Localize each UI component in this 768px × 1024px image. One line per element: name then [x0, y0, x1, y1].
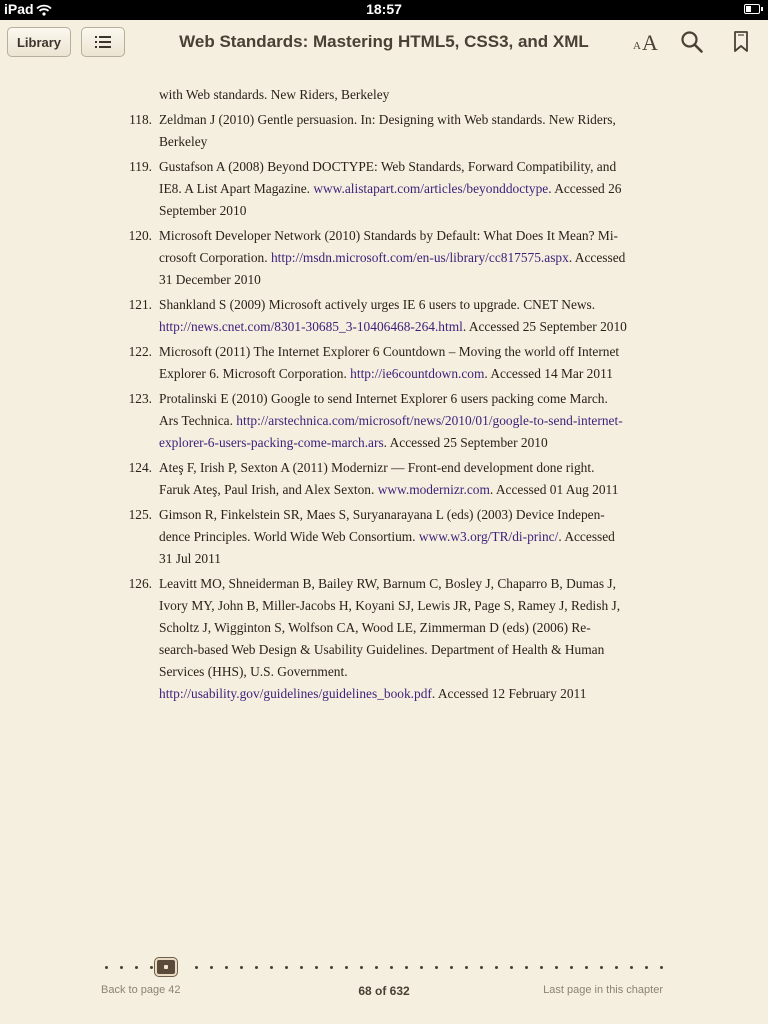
- reference-line: [159, 200, 246, 222]
- reference-line: [159, 225, 618, 247]
- scrubber-dot[interactable]: [330, 966, 333, 969]
- reference-line: [159, 617, 591, 639]
- font-size-button[interactable]: [630, 30, 662, 54]
- status-bar: [0, 0, 768, 20]
- scrubber-dot[interactable]: [435, 966, 438, 969]
- reference-url-link[interactable]: http://ie6countdown.com: [350, 366, 485, 381]
- bookmark-button[interactable]: [733, 31, 749, 53]
- scrubber-dot[interactable]: [390, 966, 393, 969]
- font-large-glyph: A: [642, 30, 658, 55]
- reference-number: 118.: [129, 112, 152, 127]
- page-scrubber[interactable]: [0, 958, 768, 978]
- scrubber-dot[interactable]: [555, 966, 558, 969]
- reference-line: [159, 432, 548, 454]
- reference-line: [159, 269, 261, 291]
- reference-text: . Accessed: [558, 529, 615, 544]
- reference-line: [159, 294, 595, 316]
- reference-number: 126.: [128, 576, 152, 591]
- reference-text: Zeldman J (2010) Gentle persuasion. In: Designing with Web standards. New Riders,: [159, 112, 616, 127]
- scrubber-dot[interactable]: [570, 966, 573, 969]
- table-of-contents-button[interactable]: [81, 27, 125, 57]
- reference-text: . Accessed: [568, 250, 626, 265]
- reference-url-link[interactable]: http://msdn.microsoft.com/en-us/library/cc817575.aspx: [270, 250, 569, 265]
- reference-text: Leavitt MO, Shneiderman B, Bailey RW, Barnum C, Bosley J, Chaparro B, Dumas J,: [159, 576, 616, 591]
- reference-text: Services (HHS), U.S. Government.: [159, 664, 348, 679]
- reference-text: . Accessed 25 September 2010: [383, 435, 548, 450]
- reference-line: [159, 479, 618, 501]
- reference-text: Protalinski E (2010) Google to send Internet Explorer 6 users packing come March.: [159, 391, 608, 406]
- reference-url-link[interactable]: explorer-6-users-packing-come-march.ars: [159, 435, 384, 450]
- scrubber-dot[interactable]: [150, 966, 153, 969]
- scrubber-dot[interactable]: [480, 966, 483, 969]
- chapter-pages-remaining: Last page in this chapter: [543, 984, 663, 996]
- reference-text: Berkeley: [159, 134, 208, 149]
- reference-line: [159, 247, 625, 269]
- reader-toolbar: [0, 20, 768, 64]
- book-title: Web Standards: Mastering HTML5, CSS3, and XML: [179, 32, 589, 51]
- scrubber-dot[interactable]: [225, 966, 228, 969]
- scrubber-dot[interactable]: [465, 966, 468, 969]
- scrubber-dot[interactable]: [195, 966, 198, 969]
- scrubber-thumb[interactable]: [155, 958, 177, 976]
- reference-line: [159, 639, 604, 661]
- reference-text: 31 Jul 2011: [159, 551, 221, 566]
- reference-url-link[interactable]: http://arstechnica.com/microsoft/news/2010/01/google-to-send-internet-: [236, 413, 623, 428]
- reference-number: 119.: [129, 159, 152, 174]
- reference-url-link[interactable]: www.w3.org/TR/di-princ/: [418, 529, 559, 544]
- reference-line: [159, 595, 620, 617]
- reference-number: 122.: [128, 344, 152, 359]
- reference-line: [159, 388, 608, 410]
- scrubber-dot[interactable]: [285, 966, 288, 969]
- reference-line: [159, 410, 623, 432]
- reference-url-link[interactable]: http://news.cnet.com/8301-30685_3-10406468-264.html: [159, 319, 463, 334]
- scrubber-dot[interactable]: [525, 966, 528, 969]
- reference-url-link[interactable]: www.modernizr.com: [377, 482, 490, 497]
- scrubber-dot[interactable]: [360, 966, 363, 969]
- scrubber-dot[interactable]: [495, 966, 498, 969]
- reference-text: Microsoft Developer Network (2010) Standards by Default: What Does It Mean? Mi-: [159, 228, 619, 243]
- reference-text: September 2010: [159, 203, 247, 218]
- reference-line: [159, 573, 616, 595]
- reference-number: 125.: [128, 507, 152, 522]
- reference-line: [159, 156, 616, 178]
- reference-text: Faruk Ateş, Paul Irish, and Alex Sexton.: [159, 482, 378, 497]
- reference-text: Shankland S (2009) Microsoft actively urges IE 6 users to upgrade. CNET News.: [159, 297, 596, 312]
- reference-text: dence Principles. World Wide Web Consortium.: [159, 529, 419, 544]
- scrubber-dot[interactable]: [345, 966, 348, 969]
- reference-line: [159, 178, 622, 200]
- scrubber-dot[interactable]: [540, 966, 543, 969]
- scrubber-dot[interactable]: [615, 966, 618, 969]
- reference-line: [159, 548, 221, 570]
- scrubber-dot[interactable]: [420, 966, 423, 969]
- font-small-glyph: A: [633, 40, 641, 52]
- reference-line: [159, 131, 207, 153]
- reference-text: Explorer 6. Microsoft Corporation.: [159, 366, 351, 381]
- back-to-page-link[interactable]: Back to page 42: [101, 984, 181, 996]
- scrubber-dot[interactable]: [105, 966, 108, 969]
- scrubber-dot[interactable]: [660, 966, 663, 969]
- reference-line: [159, 526, 615, 548]
- scrubber-dot[interactable]: [300, 966, 303, 969]
- reference-line: [159, 457, 594, 479]
- scrubber-dot[interactable]: [630, 966, 633, 969]
- scrubber-dot[interactable]: [510, 966, 513, 969]
- scrubber-dot[interactable]: [210, 966, 213, 969]
- reference-line: [159, 316, 627, 338]
- reference-continuation: with Web standards. New Riders, Berkeley: [159, 87, 390, 102]
- reference-text: search-based Web Design & Usability Guidelines. Department of Health & Human: [159, 642, 605, 657]
- scrubber-dot[interactable]: [120, 966, 123, 969]
- bookmark-icon: [733, 31, 749, 53]
- scrubber-dot[interactable]: [240, 966, 243, 969]
- scrubber-dot[interactable]: [450, 966, 453, 969]
- library-button[interactable]: Library: [7, 27, 71, 57]
- battery-icon: [744, 4, 760, 14]
- scrubber-dot[interactable]: [255, 966, 258, 969]
- reference-line: [159, 504, 605, 526]
- scrubber-dot[interactable]: [270, 966, 273, 969]
- reference-number: 124.: [128, 460, 152, 475]
- reference-line: [159, 109, 616, 131]
- reference-number: 120.: [128, 228, 152, 243]
- reference-text: crosoft Corporation.: [159, 250, 271, 265]
- list-icon: [95, 36, 111, 48]
- reference-number: 123.: [128, 391, 152, 406]
- reference-url-link[interactable]: http://usability.gov/guidelines/guidelines_book.pdf: [159, 686, 432, 701]
- scrubber-dot[interactable]: [645, 966, 648, 969]
- scrubber-dot[interactable]: [135, 966, 138, 969]
- reference-text: IE8. A List Apart Magazine.: [159, 181, 314, 196]
- reference-text: Ars Technica.: [159, 413, 237, 428]
- device-label: iPad: [4, 1, 34, 17]
- reference-text: Scholtz J, Wigginton S, Wolfson CA, Wood LE, Zimmerman D (eds) (2006) Re-: [159, 620, 591, 635]
- scrubber-dot[interactable]: [315, 966, 318, 969]
- reference-line: [159, 683, 586, 705]
- reference-text: . Accessed 26: [548, 181, 622, 196]
- scrubber-dot[interactable]: [375, 966, 378, 969]
- reference-text: 31 December 2010: [159, 272, 261, 287]
- reference-line: [159, 661, 348, 683]
- reference-text: Ivory MY, John B, Miller-Jacobs H, Koyani SJ, Lewis JR, Page S, Ramey J, Redish J,: [159, 598, 621, 613]
- reference-url-link[interactable]: www.alistapart.com/articles/beyonddoctype: [313, 181, 549, 196]
- reference-text: . Accessed 25 September 2010: [462, 319, 627, 334]
- scrubber-dot[interactable]: [405, 966, 408, 969]
- reference-text: Microsoft (2011) The Internet Explorer 6 Countdown – Moving the world off Internet: [159, 344, 620, 359]
- reference-text: Gimson R, Finkelstein SR, Maes S, Suryanarayana L (eds) (2003) Device Indepen-: [159, 507, 605, 522]
- reference-text: Ateş F, Irish P, Sexton A (2011) Modernizr — Front-end development done right.: [159, 460, 595, 475]
- reference-text: Gustafson A (2008) Beyond DOCTYPE: Web Standards, Forward Compatibility, and: [159, 159, 617, 174]
- search-button[interactable]: [680, 30, 704, 54]
- search-icon: [680, 30, 704, 54]
- reference-line: [159, 341, 619, 363]
- reference-text: . Accessed 12 February 2011: [431, 686, 587, 701]
- page-indicator: 68 of 632: [358, 984, 410, 998]
- reference-text: . Accessed 14 Mar 2011: [484, 366, 613, 381]
- reference-text: . Accessed 01 Aug 2011: [489, 482, 619, 497]
- reference-line: [159, 363, 613, 385]
- status-time: 18:57: [366, 1, 402, 17]
- reference-number: 121.: [128, 297, 152, 312]
- scrubber-dot[interactable]: [600, 966, 603, 969]
- scrubber-dot[interactable]: [585, 966, 588, 969]
